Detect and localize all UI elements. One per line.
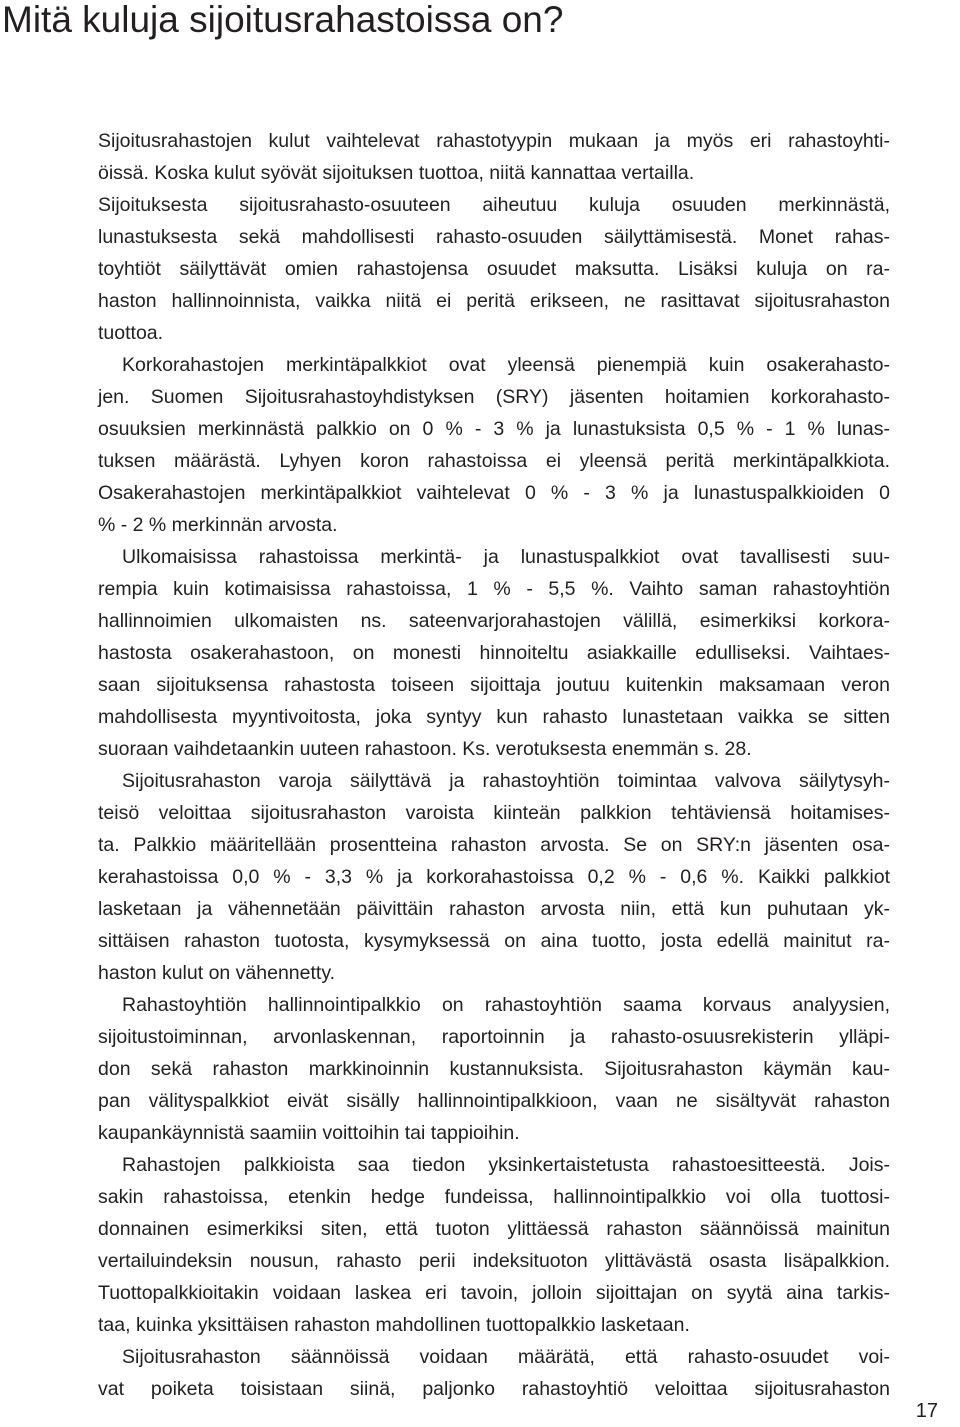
text-line: Sijoituksesta sijoitusrahasto-osuuteen aiheutuu kuluja osuuden merkinnästä,: [98, 194, 890, 216]
text-line: öissä. Koska kulut syövät sijoituksen tuottoa, niitä kannattaa vertailla.: [98, 162, 695, 184]
text-line: sakin rahastoissa, etenkin hedge fundeissa, hallinnointipalkkio voi olla tuottosi-: [98, 1186, 890, 1208]
text-line: jen. Suomen Sijoitusrahastoyhdistyksen (SRY) jäsenten hoitamien korkorahasto-: [98, 386, 890, 408]
text-line: Rahastojen palkkioista saa tiedon yksinkertaistetusta rahastoesitteestä. Jois-: [122, 1154, 890, 1176]
text-line: tuksen määrästä. Lyhyen koron rahastoissa ei yleensä peritä merkintäpalkkiota.: [98, 450, 890, 472]
text-line: toyhtiöt säilyttävät omien rahastojensa osuudet maksutta. Lisäksi kuluja on ra-: [98, 258, 890, 280]
text-line: Tuottopalkkioitakin voidaan laskea eri tavoin, jolloin sijoittajan on syytä aina tarkis-: [98, 1282, 890, 1304]
text-line: osuuksien merkinnästä palkkio on 0 % - 3 % ja lunastuksista 0,5 % - 1 % lunas-: [98, 418, 890, 440]
text-line: ta. Palkkio määritellään prosentteina rahaston arvosta. Se on SRY:n jäsenten osa-: [98, 834, 890, 856]
text-line: vat poiketa toisistaan siinä, paljonko rahastoyhtiö veloittaa sijoitusrahaston: [98, 1378, 890, 1400]
page-title: Mitä kuluja sijoitusrahastoissa on?: [2, 0, 564, 40]
page-number: 17: [915, 1400, 938, 1422]
text-line: haston kulut on vähennetty.: [98, 962, 336, 984]
text-line: tuottoa.: [98, 322, 164, 344]
text-line: Rahastoyhtiön hallinnointipalkkio on rahastoyhtiön saama korvaus analyysien,: [122, 994, 890, 1016]
text-line: vertailuindeksin nousun, rahasto perii indeksituoton ylittävästä osasta lisäpalkkion.: [98, 1250, 890, 1272]
text-line: lunastuksesta sekä mahdollisesti rahasto-osuuden säilyttämisestä. Monet rahas-: [98, 226, 890, 248]
text-line: Osakerahastojen merkintäpalkkiot vaihtelevat 0 % - 3 % ja lunastuspalkkioiden 0: [98, 482, 890, 504]
text-line: Sijoitusrahaston varoja säilyttävä ja rahastoyhtiön toimintaa valvova säilytysyh-: [122, 770, 890, 792]
text-line: lasketaan ja vähennetään päivittäin rahaston arvosta niin, että kun puhutaan yk-: [98, 898, 890, 920]
text-line: suoraan vaihdetaankin uuteen rahastoon. Ks. verotuksesta enemmän s. 28.: [98, 738, 752, 760]
text-line: Sijoitusrahaston säännöissä voidaan määrätä, että rahasto-osuudet voi-: [122, 1346, 890, 1368]
text-line: don sekä rahaston markkinoinnin kustannuksista. Sijoitusrahaston käymän kau-: [98, 1058, 890, 1080]
text-line: kaupankäynnistä saamiin voittoihin tai tappioihin.: [98, 1122, 520, 1144]
text-line: sijoitustoiminnan, arvonlaskennan, raportoinnin ja rahasto-osuusrekisterin ylläpi-: [98, 1026, 890, 1048]
text-line: Korkorahastojen merkintäpalkkiot ovat yleensä pienempiä kuin osakerahasto-: [122, 354, 890, 376]
text-line: hastosta osakerahastoon, on monesti hinnoiteltu asiakkaille edulliseksi. Vaihtaes-: [98, 642, 890, 664]
text-line: teisö veloittaa sijoitusrahaston varoista kiinteän palkkion tehtäviensä hoitamises-: [98, 802, 890, 824]
text-line: pan välityspalkkiot eivät sisälly hallinnointipalkkioon, vaan ne sisältyvät rahaston: [98, 1090, 890, 1112]
body-text: [98, 125, 890, 1405]
text-line: sittäisen rahaston tuotosta, kysymyksessä on aina tuotto, josta edellä mainitut ra-: [98, 930, 890, 952]
text-line: kerahastoissa 0,0 % - 3,3 % ja korkorahastoissa 0,2 % - 0,6 %. Kaikki palkkiot: [98, 866, 890, 888]
text-line: hallinnoimien ulkomaisten ns. sateenvarjorahastojen välillä, esimerkiksi korkora-: [98, 610, 890, 632]
text-line: mahdollisesta myyntivoitosta, joka syntyy kun rahasto lunastetaan vaikka se sitten: [98, 706, 890, 728]
text-line: saan sijoituksensa rahastosta toiseen sijoittaja joutuu kuitenkin maksamaan veron: [98, 674, 890, 696]
text-line: Ulkomaisissa rahastoissa merkintä- ja lunastuspalkkiot ovat tavallisesti suu-: [122, 546, 890, 568]
text-line: haston hallinnoinnista, vaikka niitä ei peritä erikseen, ne rasittavat sijoitusrahaston: [98, 290, 890, 312]
text-line: rempia kuin kotimaisissa rahastoissa, 1 % - 5,5 %. Vaihto saman rahastoyhtiön: [98, 578, 890, 600]
text-line: taa, kuinka yksittäisen rahaston mahdollinen tuottopalkkio lasketaan.: [98, 1314, 690, 1336]
text-line: % - 2 % merkinnän arvosta.: [98, 514, 338, 536]
text-line: Sijoitusrahastojen kulut vaihtelevat rahastotyypin mukaan ja myös eri rahastoyhti-: [98, 130, 890, 152]
text-line: donnainen esimerkiksi siten, että tuoton ylittäessä rahaston säännöissä mainitun: [98, 1218, 890, 1240]
